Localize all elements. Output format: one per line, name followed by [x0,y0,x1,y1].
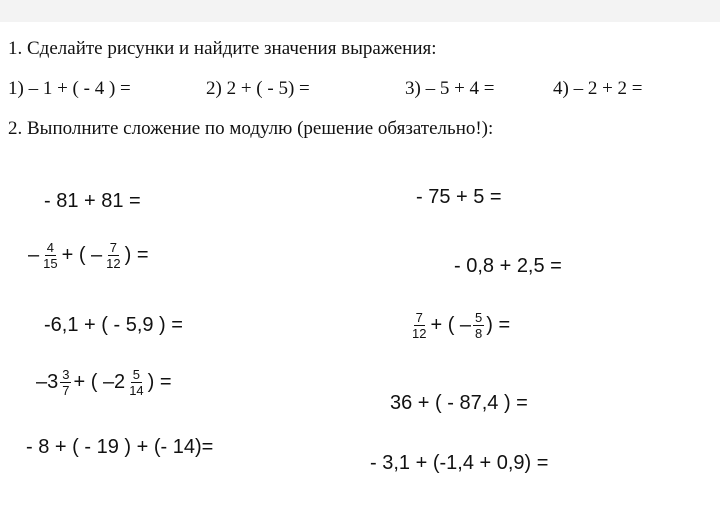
numerator: 7 [109,240,118,255]
closing-text: ) = [124,244,149,266]
numerator: 7 [415,310,423,325]
denominator: 15 [43,256,58,271]
right-expression-3 [408,310,510,341]
operator-text: + ( –2 [73,371,126,393]
fraction-1 [410,310,428,341]
numerator: 3 [62,367,70,382]
operator-text: + ( – [430,314,472,336]
right-expression-5: - 3,1 + (-1,4 + 0,9) = [370,452,549,474]
denominator: 14 [129,383,144,398]
fraction-1 [41,240,59,271]
whole-part: –3 [36,371,59,393]
fraction-2 [104,240,122,271]
operator-text: + ( – [61,244,103,266]
left-expression-3: -6,1 + ( - 5,9 ) = [44,314,183,336]
task1-item-4: 4) – 2 + 2 = [553,78,643,99]
task2-title: 2. Выполните сложение по модулю (решение обязательно!): [8,118,494,139]
fraction-2 [127,367,145,398]
left-expression-1: - 81 + 81 = [44,190,141,212]
right-expression-4: 36 + ( - 87,4 ) = [390,392,528,414]
denominator: 7 [62,383,70,398]
left-expression-4 [36,367,172,398]
denominator: 12 [106,256,121,271]
task1-item-3: 3) – 5 + 4 = [405,78,495,99]
denominator: 12 [412,326,427,341]
fraction-2 [473,310,484,341]
numerator: 5 [475,310,483,325]
right-expression-1: - 75 + 5 = [416,186,502,208]
closing-text: ) = [486,314,511,336]
top-toolbar-strip [0,0,720,22]
numerator: 5 [132,367,141,382]
task1-item-2: 2) 2 + ( - 5) = [206,78,310,99]
closing-text: ) = [147,371,172,393]
minus-sign: – [28,244,40,266]
task1-title: 1. Сделайте рисунки и найдите значения выражения: [8,38,437,59]
denominator: 8 [475,326,483,341]
right-expression-2: - 0,8 + 2,5 = [454,255,562,277]
fraction-1 [60,367,71,398]
task1-item-1: 1) – 1 + ( - 4 ) = [8,78,131,99]
left-expression-5: - 8 + ( - 19 ) + (- 14)= [26,436,214,458]
numerator: 4 [46,240,54,255]
left-expression-2 [28,240,149,271]
